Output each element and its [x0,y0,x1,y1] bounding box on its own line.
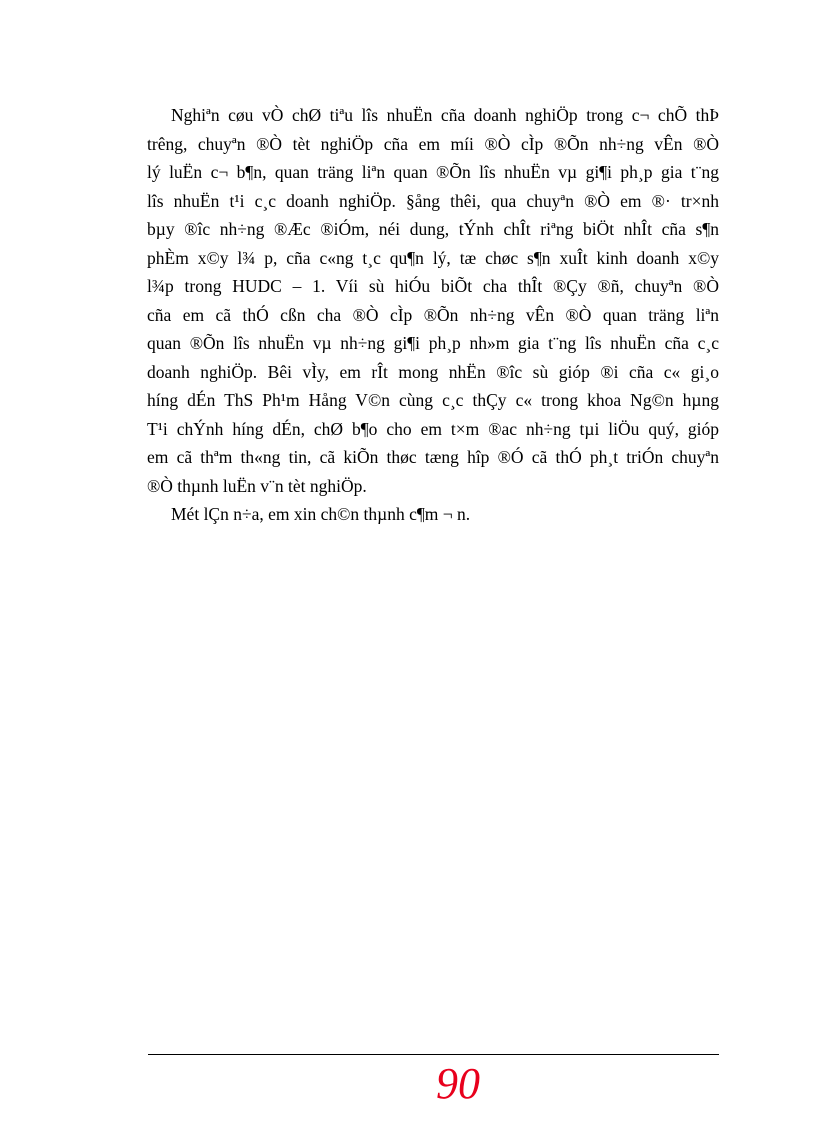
text-line: híng dÉn ThS Ph¹m Hång V©n cùng c¸c thÇy c« trong khoa Ng©n hµng [147,390,719,410]
text-line: phÈm x©y l¾ p, cña c«ng t¸c qu¶n lý, tæ chøc s¶n xuÎt kinh doanh x©y [147,247,719,268]
paragraph-1 [147,101,719,500]
text-line: Mét lÇn n÷a, em xin ch©n thµnh c¶m ¬ n. [171,504,471,524]
text-line: em cã thªm th«ng tin, cã kiÕn thøc tæng hîp ®Ó cã thÓ ph¸t triÓn chuyªn [147,447,719,467]
text-line: cña em cã thÓ cßn cha ®Ò cÌp ®Õn nh÷ng vÊn ®Ò quan träng liªn [147,304,719,325]
paragraph-2 [147,500,719,529]
text-line: doanh nghiÖp. Bêi vÌy, em rÎt mong nhËn ®îc sù gióp ®i cña c« gi¸o [147,361,719,382]
text-line: trêng, chuyªn ®Ò tèt nghiÖp cña em míi ®Ò cÌp ®Õn nh÷ng vÊn ®Ò [147,133,719,154]
text-line: bµy ®îc nh÷ng ®Æc ®iÓm, néi dung, tÝnh chÎt riªng biÖt nhÎt cña s¶n [147,219,719,239]
text-line: Nghiªn cøu vÒ chØ tiªu lîs nhuËn cña doanh nghiÖp trong c¬ chÕ thÞ [171,105,719,125]
text-line: lý luËn c¬ b¶n, quan träng liªn quan ®Õn lîs nhuËn vµ gi¶i ph¸p gia t¨ng [147,162,719,182]
text-line: lîs nhuËn t¹i c¸c doanh nghiÖp. §ång thêi, qua chuyªn ®Ò em ®· tr×nh [147,190,719,211]
text-line: T¹i chÝnh híng dÉn, chØ b¶o cho em t×m ®ac nh÷ng tµi liÖu quý, gióp [147,418,719,439]
page-number: 90 [436,1059,480,1108]
text-line: ®Ò thµnh luËn v¨n tèt nghiÖp. [147,475,367,496]
footer-divider [148,1054,719,1055]
text-line: l¾p trong HUDC – 1. Víi sù hiÓu biÕt cha thÎt ®Çy ®ñ, chuyªn ®Ò [147,276,719,296]
text-line: quan ®Õn lîs nhuËn vµ nh÷ng gi¶i ph¸p nh»m gia t¨ng lîs nhuËn cña c¸c [147,333,719,353]
body-text [147,101,719,529]
